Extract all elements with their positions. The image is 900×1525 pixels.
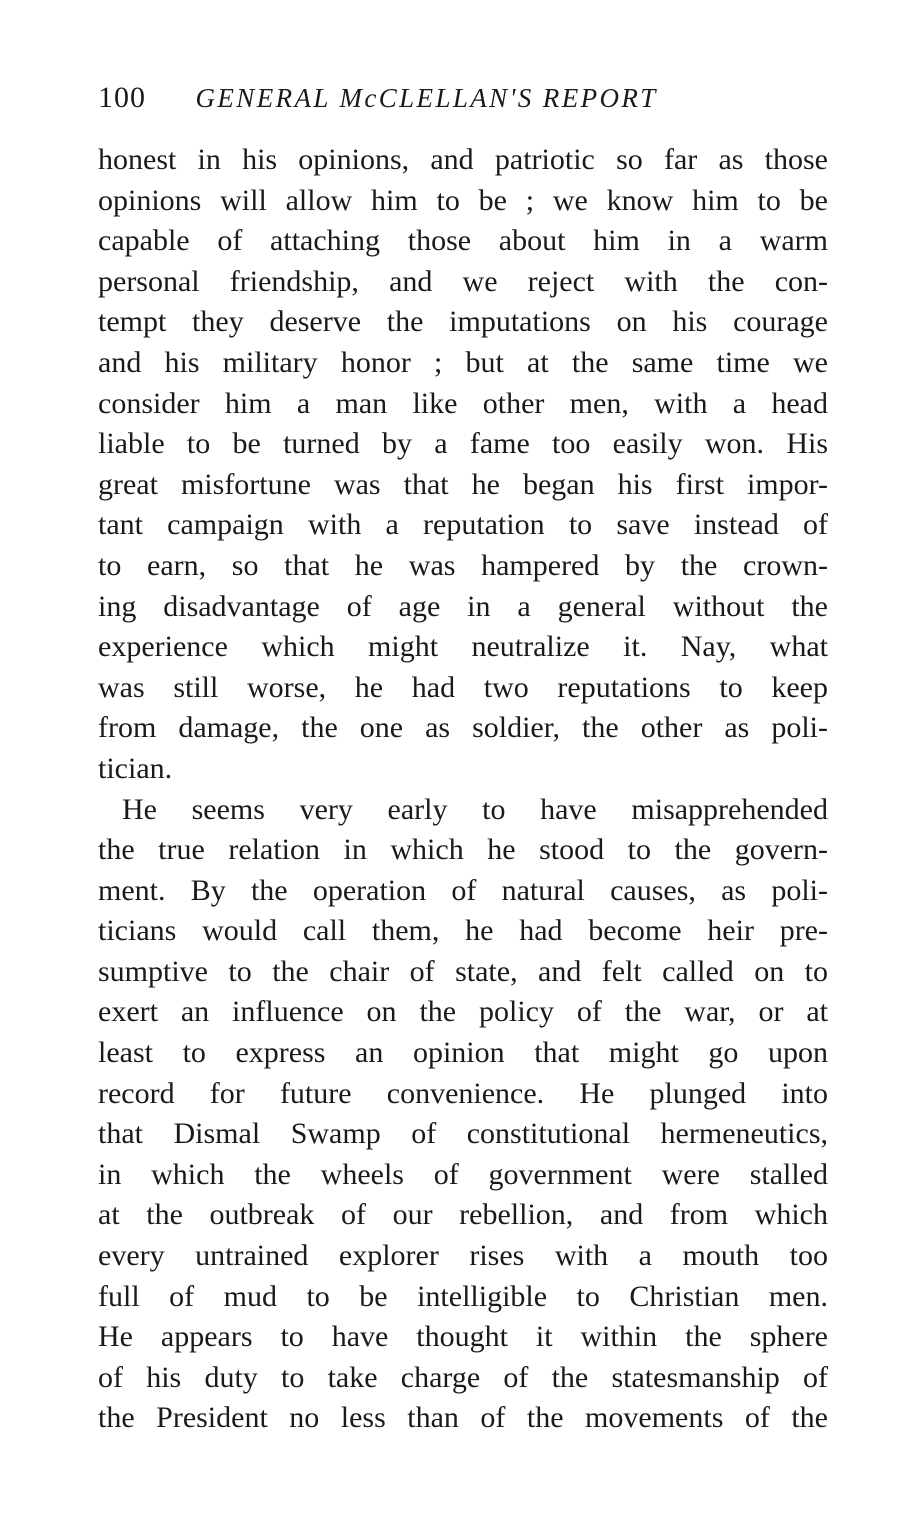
text-line: He appears to have thought it within the sphere	[98, 1320, 828, 1354]
text-line: personal friendship, and we reject with the con-	[98, 264, 828, 298]
paragraph-1	[98, 140, 828, 790]
page-number: 100	[98, 81, 146, 114]
text-line: consider him a man like other men, with a head	[98, 386, 828, 420]
text-line: least to express an opinion that might go upon	[98, 1036, 828, 1070]
text-line: ment. By the operation of natural causes, as poli-	[98, 873, 828, 907]
text-line: tician.	[98, 751, 173, 785]
text-line: capable of attaching those about him in a warm	[98, 224, 828, 258]
text-line: ing disadvantage of age in a general without the	[98, 589, 828, 623]
text-line: exert an influence on the policy of the war, or at	[98, 995, 828, 1029]
text-line: He seems very early to have misapprehended	[122, 792, 828, 826]
body-text	[98, 140, 828, 1439]
running-title: GENERAL McCLELLAN'S REPORT	[195, 83, 658, 113]
text-line: liable to be turned by a fame too easily won. His	[98, 427, 828, 461]
running-head	[98, 76, 818, 120]
text-line: tempt they deserve the imputations on his courage	[98, 305, 828, 339]
text-line: full of mud to be intelligible to Christian men.	[98, 1279, 828, 1313]
text-line: record for future convenience. He plunged into	[98, 1076, 828, 1110]
text-line: every untrained explorer rises with a mouth too	[98, 1239, 828, 1273]
text-line: the true relation in which he stood to the govern-	[98, 833, 828, 867]
text-line: tant campaign with a reputation to save instead of	[98, 508, 828, 542]
text-line: in which the wheels of government were stalled	[98, 1157, 828, 1191]
text-line: the President no less than of the movements of the	[98, 1401, 828, 1435]
text-line: great misfortune was that he began his first impor-	[98, 467, 828, 501]
text-line: honest in his opinions, and patriotic so far as those	[98, 143, 828, 176]
text-line: to earn, so that he was hampered by the crown-	[98, 548, 828, 582]
text-line: from damage, the one as soldier, the other as poli-	[98, 711, 828, 745]
text-line: ticians would call them, he had become heir pre-	[98, 914, 828, 948]
text-line: was still worse, he had two reputations to keep	[98, 670, 828, 704]
text-line: sumptive to the chair of state, and felt called on to	[98, 954, 828, 988]
text-line: of his duty to take charge of the statesmanship of	[98, 1360, 828, 1394]
text-line: at the outbreak of our rebellion, and from which	[98, 1198, 828, 1232]
text-line: that Dismal Swamp of constitutional hermeneutics,	[98, 1117, 828, 1151]
text-line: experience which might neutralize it. Nay, what	[98, 630, 828, 664]
text-line: and his military honor ; but at the same time we	[98, 345, 828, 379]
paragraph-2	[98, 790, 828, 1440]
text-line: opinions will allow him to be ; we know him to be	[98, 183, 828, 217]
